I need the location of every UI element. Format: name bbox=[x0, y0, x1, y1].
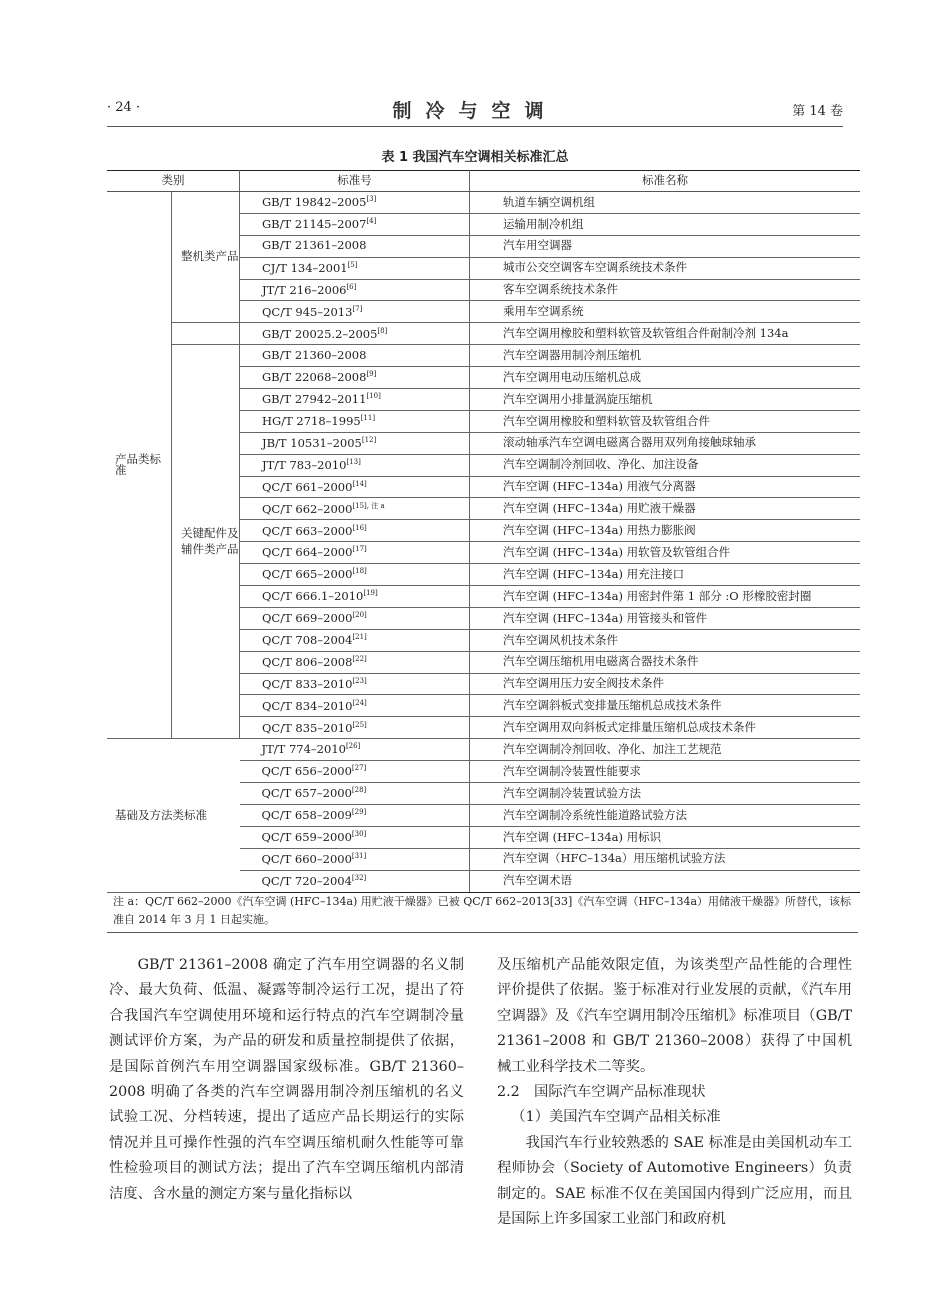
reference-marker: [10] bbox=[366, 392, 381, 401]
standard-code bbox=[240, 848, 470, 870]
body-column-left bbox=[109, 953, 464, 1207]
standard-code-text: QC/T 720–2004 bbox=[261, 873, 352, 888]
table-caption: 表 1 我国汽车空调相关标准汇总 bbox=[381, 150, 569, 165]
standard-code-text: QC/T 669–2000 bbox=[262, 611, 353, 626]
standard-code bbox=[240, 476, 470, 498]
table-note: 注 a：QC/T 662–2000《汽车空调 (HFC–134a) 用贮液干燥器》已被 QC/T 662–2013[33]《汽车空调（HFC–134a）用储液干燥器》所替代，该标准自 2014 年 3 月 1 日起实施。 bbox=[113, 895, 852, 926]
standard-name: 汽车空调 (HFC–134a) 用管接头和管件 bbox=[470, 607, 861, 629]
reference-marker: [26] bbox=[345, 742, 361, 751]
standard-name: 汽车空调压缩机用电磁离合器技术条件 bbox=[470, 651, 861, 673]
standard-code bbox=[240, 717, 470, 739]
standard-name: 汽车空调用双向斜板式定排量压缩机总成技术条件 bbox=[470, 717, 861, 739]
reference-marker: [22] bbox=[352, 654, 367, 663]
standard-name: 汽车空调 (HFC–134a) 用标识 bbox=[470, 826, 861, 848]
standard-code bbox=[240, 542, 470, 564]
standard-code bbox=[240, 192, 470, 214]
standard-name: 汽车空调 (HFC–134a) 用密封件第 1 部分 :O 形橡胶密封圈 bbox=[470, 586, 861, 608]
header-code: 标准号 bbox=[240, 171, 470, 192]
subcategory-cell-whole-machine: 整机类产品 bbox=[172, 192, 240, 323]
standard-name: 汽车空调 (HFC–134a) 用贮液干燥器 bbox=[470, 498, 861, 520]
standard-name: 汽车用空调器 bbox=[470, 235, 861, 257]
standard-code bbox=[240, 651, 470, 673]
standard-name: 汽车空调（HFC–134a）用压缩机试验方法 bbox=[470, 848, 861, 870]
table-row bbox=[107, 739, 860, 761]
standard-code-text: JT/T 774–2010 bbox=[261, 742, 346, 757]
subcategory-cell-key-parts: 关键配件及辅件类产品 bbox=[172, 345, 240, 739]
reference-marker: [9] bbox=[366, 370, 377, 379]
standard-name: 汽车空调 (HFC–134a) 用液气分离器 bbox=[470, 476, 861, 498]
reference-marker: [4] bbox=[366, 217, 377, 226]
standard-name: 运输用制冷机组 bbox=[470, 213, 861, 235]
volume-label: 第 14 卷 bbox=[792, 104, 843, 119]
standard-code bbox=[240, 739, 470, 761]
standard-name: 汽车空调器用制冷剂压缩机 bbox=[470, 345, 861, 367]
reference-marker: [20] bbox=[352, 611, 367, 620]
sub-heading: （1）美国汽车空调产品相关标准 bbox=[511, 1109, 721, 1126]
body-paragraph: GB/T 21361–2008 确定了汽车用空调器的名义制冷、最大负荷、低温、凝露等制冷运行工况，提出了符合我国汽车空调使用环境和运行特点的汽车空调制冷量测试评价方案，为产品的研发和质量控制提供了依据，是国际首例汽车用空调器国家级标准。GB/T 21360–2008 明确了各类的汽车空调器用制冷剂压缩机的名义试验工况、分档转速，提出了适应产品长期运行的实际情况并且可操作性强的汽车空调压缩机耐久性能等可靠性检验项目的测试方法；提出了汽车空调压缩机内部清洁度、含水量的测定方案与量化指标以 bbox=[109, 957, 464, 1202]
page-number: · 24 · bbox=[107, 100, 141, 115]
standard-name: 汽车空调制冷装置性能要求 bbox=[470, 761, 861, 783]
standard-code bbox=[240, 454, 470, 476]
reference-marker: [5] bbox=[347, 260, 358, 269]
standard-code bbox=[240, 410, 470, 432]
reference-marker: [31] bbox=[351, 851, 367, 860]
standard-code-text: QC/T 945–2013 bbox=[262, 304, 353, 319]
standard-code bbox=[240, 826, 470, 848]
standard-code-text: JB/T 10531–2005 bbox=[262, 435, 362, 450]
standard-name: 汽车空调 (HFC–134a) 用热力膨胀阀 bbox=[470, 520, 861, 542]
standard-code-text: GB/T 21360–2008 bbox=[262, 347, 367, 362]
reference-marker: [8] bbox=[377, 326, 388, 335]
standard-name: 汽车空调斜板式变排量压缩机总成技术条件 bbox=[470, 695, 861, 717]
standard-name: 汽车空调制冷系统性能道路试验方法 bbox=[470, 804, 861, 826]
reference-marker: [23] bbox=[352, 676, 367, 685]
standard-code bbox=[240, 345, 470, 367]
standard-name: 汽车空调用压力安全阀技术条件 bbox=[470, 673, 861, 695]
table-body bbox=[107, 192, 860, 893]
reference-marker: [15], 注 a bbox=[352, 501, 385, 510]
standard-code-text: QC/T 708–2004 bbox=[262, 633, 353, 647]
standard-code bbox=[240, 323, 470, 345]
table-row bbox=[107, 192, 860, 214]
standard-code bbox=[240, 235, 470, 257]
journal-title: 制冷与空调 bbox=[392, 100, 558, 122]
reference-marker: [32] bbox=[351, 873, 367, 882]
standard-code bbox=[240, 783, 470, 805]
standard-code-text: CJ/T 134–2001 bbox=[262, 260, 348, 275]
standard-code-text: GB/T 21145–2007 bbox=[262, 217, 367, 232]
table-row bbox=[107, 345, 860, 367]
standard-code bbox=[240, 389, 470, 411]
standard-code-text: GB/T 27942–2011 bbox=[262, 392, 367, 407]
standard-name: 汽车空调制冷剂回收、净化、加注工艺规范 bbox=[470, 739, 861, 761]
reference-marker: [11] bbox=[360, 414, 376, 423]
standard-code bbox=[240, 301, 470, 323]
standards-table bbox=[107, 170, 860, 893]
reference-marker: [14] bbox=[352, 479, 367, 488]
standard-code-text: QC/T 834–2010 bbox=[262, 698, 353, 713]
standard-name: 滚动轴承汽车空调电磁离合器用双列角接触球轴承 bbox=[470, 432, 861, 454]
standard-code bbox=[240, 432, 470, 454]
category-cell-basic: 基础及方法类标准 bbox=[107, 739, 240, 892]
standard-code-text: HG/T 2718–1995 bbox=[262, 414, 361, 429]
reference-marker: [16] bbox=[352, 523, 367, 532]
standard-name: 汽车空调制冷装置试验方法 bbox=[470, 783, 861, 805]
header-name: 标准名称 bbox=[470, 171, 861, 192]
table-header-row bbox=[107, 171, 860, 192]
standard-code-text: QC/T 661–2000 bbox=[262, 479, 353, 494]
standard-code-text: GB/T 22068–2008 bbox=[262, 370, 367, 385]
standard-name: 汽车空调用橡胶和塑料软管及软管组合件耐制冷剂 134a bbox=[470, 323, 861, 345]
reference-marker: [12] bbox=[361, 435, 377, 444]
standard-code-text: QC/T 663–2000 bbox=[262, 523, 353, 538]
standard-code bbox=[240, 695, 470, 717]
standard-name: 客车空调系统技术条件 bbox=[470, 279, 861, 301]
standard-name: 汽车空调用小排量涡旋压缩机 bbox=[470, 389, 861, 411]
standard-code-text: QC/T 662–2000 bbox=[262, 501, 353, 516]
standard-code bbox=[240, 629, 470, 651]
standard-code-text: QC/T 835–2010 bbox=[262, 720, 353, 735]
standard-name: 汽车空调用橡胶和塑料软管及软管组合件 bbox=[470, 410, 861, 432]
header-category: 类别 bbox=[107, 171, 240, 192]
standard-code bbox=[240, 498, 470, 520]
standard-code-text: JT/T 216–2006 bbox=[262, 282, 347, 297]
standard-code bbox=[240, 870, 470, 892]
standard-code-text: GB/T 21361–2008 bbox=[262, 238, 367, 253]
standard-code bbox=[240, 761, 470, 783]
standard-code-text: JT/T 783–2010 bbox=[262, 457, 347, 472]
standard-code bbox=[240, 520, 470, 542]
subcategory-cell-empty bbox=[172, 323, 240, 345]
standard-name: 轨道车辆空调机组 bbox=[470, 192, 861, 214]
standard-code bbox=[240, 367, 470, 389]
standard-code-text: QC/T 806–2008 bbox=[262, 654, 353, 669]
standard-name: 汽车空调用电动压缩机总成 bbox=[470, 367, 861, 389]
category-cell-product: 产品类标准 bbox=[107, 192, 172, 739]
page-header bbox=[107, 96, 843, 127]
body-paragraph: 我国汽车行业较熟悉的 SAE 标准是由美国机动车工程师协会（Society of Automotive Engineers）负责制定的。SAE 标准不仅在美国国内得到广泛应用，而且是国际上许多国家工业部门和政府机 bbox=[497, 1134, 852, 1228]
reference-marker: [24] bbox=[352, 698, 367, 707]
standard-code-text: QC/T 664–2000 bbox=[262, 545, 353, 560]
standard-code-text: QC/T 665–2000 bbox=[262, 567, 353, 582]
section-heading: 2.2 国际汽车空调产品标准现状 bbox=[497, 1084, 706, 1101]
standard-code-text: QC/T 659–2000 bbox=[261, 830, 352, 845]
standard-code-text: QC/T 657–2000 bbox=[261, 786, 352, 801]
standard-code-text: QC/T 660–2000 bbox=[261, 851, 352, 866]
reference-marker: [30] bbox=[351, 830, 367, 839]
reference-marker: [25] bbox=[352, 720, 367, 729]
standard-code bbox=[240, 586, 470, 608]
standard-code-text: QC/T 833–2010 bbox=[262, 676, 353, 691]
standard-code bbox=[240, 564, 470, 586]
reference-marker: [19] bbox=[363, 589, 378, 598]
standard-name: 城市公交空调客车空调系统技术条件 bbox=[470, 257, 861, 279]
standard-code bbox=[240, 607, 470, 629]
standard-name: 汽车空调术语 bbox=[470, 870, 861, 892]
reference-marker: [3] bbox=[366, 195, 377, 204]
standard-code bbox=[240, 213, 470, 235]
table-row bbox=[107, 323, 860, 345]
body-column-right bbox=[497, 953, 852, 1232]
reference-marker: [17] bbox=[352, 545, 367, 554]
standard-code-text: QC/T 658–2009 bbox=[261, 808, 352, 823]
standard-code-text: GB/T 20025.2–2005 bbox=[262, 326, 378, 341]
standard-code-text: QC/T 656–2000 bbox=[261, 764, 352, 779]
reference-marker: [18] bbox=[352, 567, 367, 576]
standard-name: 乘用车空调系统 bbox=[470, 301, 861, 323]
standard-name: 汽车空调 (HFC–134a) 用充注接口 bbox=[470, 564, 861, 586]
reference-marker: [27] bbox=[351, 764, 367, 773]
body-paragraph: 及压缩机产品能效限定值，为该类型产品性能的合理性评价提供了依据。鉴于标准对行业发展的贡献，《汽车用空调器》及《汽车空调用制冷压缩机》标准项目（GB/T 21361–2008 和 GB/T 21360–2008）获得了中国机械工业科学技术二等奖。 bbox=[497, 957, 852, 1075]
standard-code-text: GB/T 19842–2005 bbox=[262, 195, 367, 210]
standard-code bbox=[240, 804, 470, 826]
standard-name: 汽车空调制冷剂回收、净化、加注设备 bbox=[470, 454, 861, 476]
standard-code bbox=[240, 257, 470, 279]
divider bbox=[107, 932, 858, 933]
standard-code bbox=[240, 673, 470, 695]
standard-name: 汽车空调 (HFC–134a) 用软管及软管组合件 bbox=[470, 542, 861, 564]
reference-marker: [28] bbox=[351, 786, 367, 795]
standard-code-text: QC/T 666.1–2010 bbox=[262, 589, 364, 604]
reference-marker: [6] bbox=[346, 282, 357, 291]
reference-marker: [29] bbox=[351, 808, 367, 817]
reference-marker: [7] bbox=[352, 304, 363, 313]
reference-marker: [21] bbox=[352, 633, 367, 641]
standard-name: 汽车空调风机技术条件 bbox=[470, 629, 861, 651]
standard-code bbox=[240, 279, 470, 301]
reference-marker: [13] bbox=[346, 457, 361, 466]
